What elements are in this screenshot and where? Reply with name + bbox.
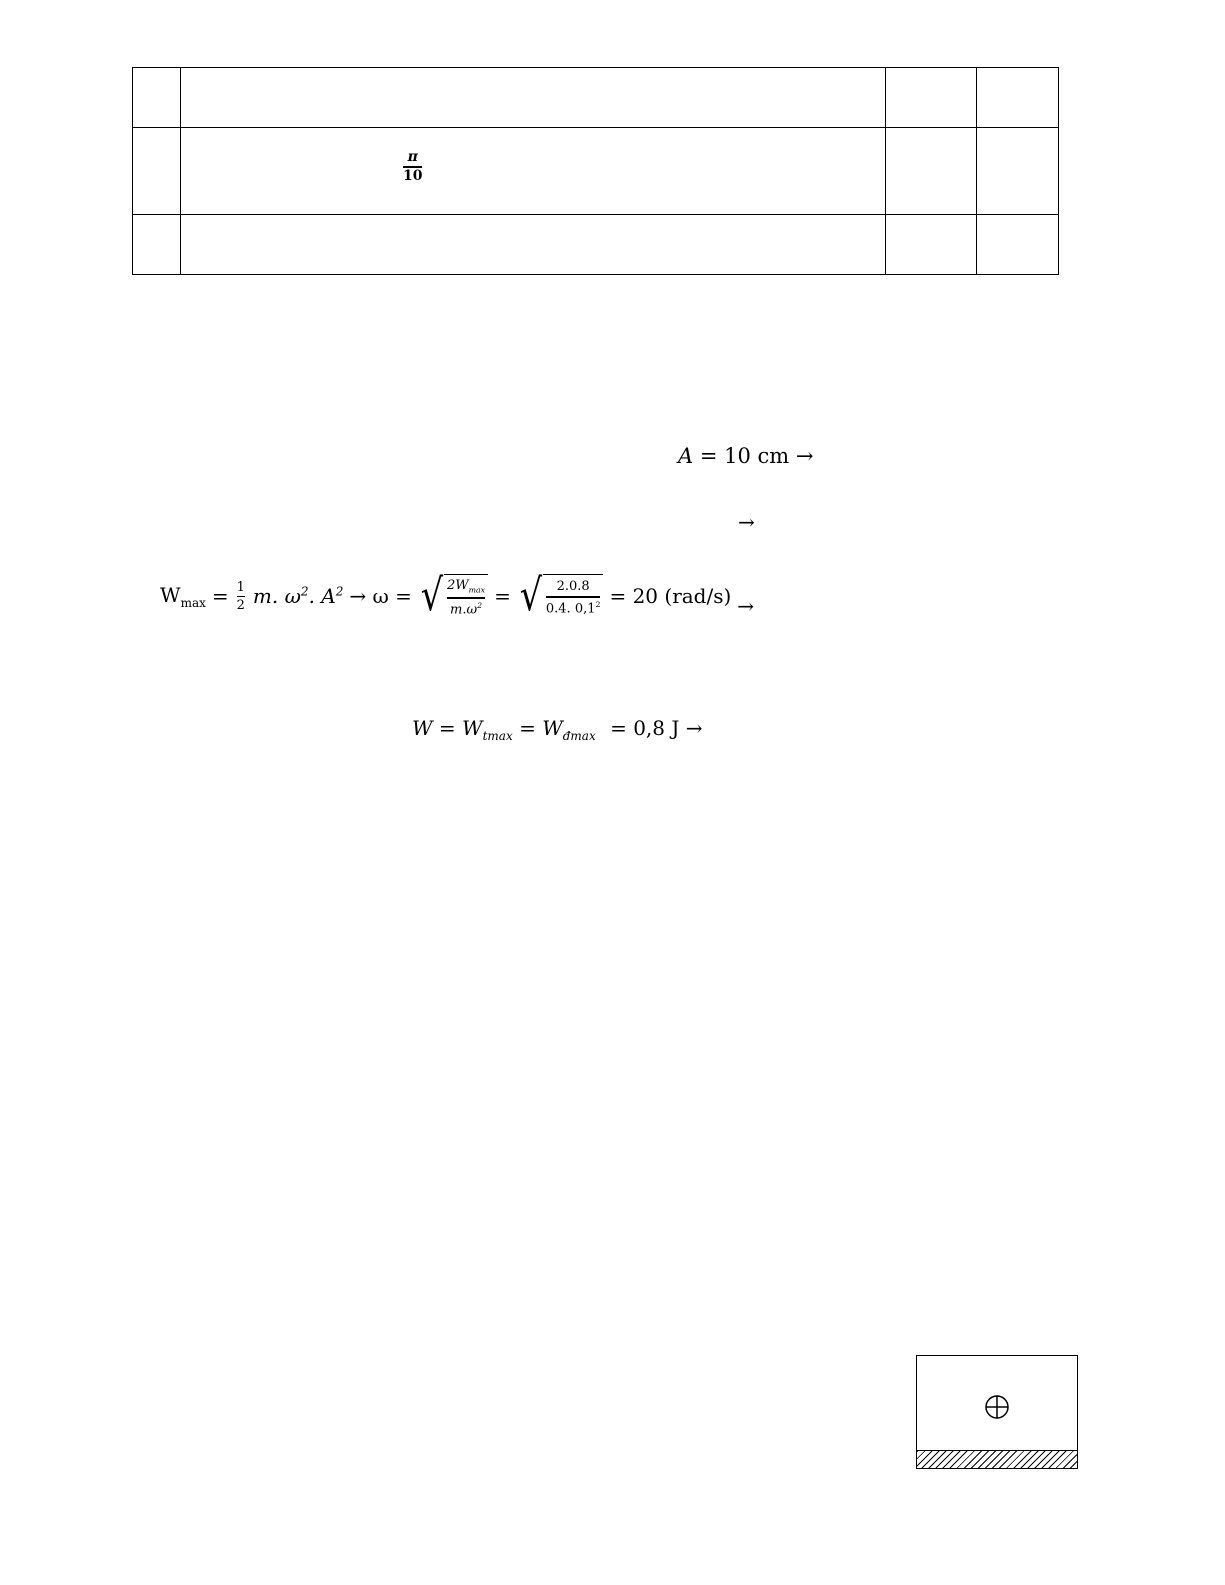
table-cell bbox=[181, 215, 886, 275]
sqrt-expression-1: √ $2W_{max}$ $m.\omega^2$ bbox=[418, 574, 488, 618]
table-cell bbox=[133, 128, 181, 215]
sqrt-expression-2: √ 2.0.8 0.4. $0,1^2$ bbox=[517, 574, 604, 618]
table-cell bbox=[133, 215, 181, 275]
table-cell bbox=[181, 128, 886, 215]
w-max-symbol: $W_{max}$ bbox=[160, 582, 206, 610]
w-dmax: = $W_{đmax}$ bbox=[519, 716, 596, 743]
table-cell bbox=[133, 68, 181, 128]
table-cell bbox=[977, 215, 1059, 275]
implies-omega: → ω = bbox=[349, 584, 412, 608]
hatched-ground bbox=[916, 1450, 1078, 1469]
fraction-denominator: 10 bbox=[403, 168, 423, 185]
amplitude-equation bbox=[678, 444, 813, 468]
table-cell bbox=[977, 128, 1059, 215]
table-cell bbox=[886, 68, 977, 128]
amplitude-value: = 10 cm → bbox=[699, 444, 814, 468]
table-cell bbox=[886, 128, 977, 215]
table-row bbox=[133, 128, 1059, 215]
answer-table bbox=[132, 67, 1059, 275]
arrow-symbol: → bbox=[738, 510, 755, 534]
w-tmax: = $W_{tmax}$ bbox=[438, 716, 513, 743]
arrow-symbol: → bbox=[737, 594, 755, 618]
w-symbol: W bbox=[412, 716, 433, 740]
table-row bbox=[133, 215, 1059, 275]
energy-equation bbox=[160, 570, 755, 621]
omega-result: = 20 (rad/s) bbox=[609, 584, 732, 608]
table-cell bbox=[181, 68, 886, 128]
figure-diagram bbox=[916, 1355, 1078, 1469]
table-cell bbox=[977, 68, 1059, 128]
equals-sign: = bbox=[494, 584, 511, 608]
equals-sign: = bbox=[211, 584, 229, 608]
amplitude-symbol: A bbox=[678, 444, 694, 468]
pi-fraction bbox=[403, 150, 422, 185]
table-row bbox=[133, 68, 1059, 128]
fraction-numerator: π bbox=[407, 149, 418, 165]
circle-plus-icon bbox=[984, 1394, 1010, 1420]
total-energy-equation bbox=[412, 716, 703, 743]
energy-result: = 0,8 J → bbox=[610, 716, 703, 740]
half-fraction: 1 2 bbox=[236, 579, 245, 613]
m-omega-term: m. $\omega^2$. $A^2$ bbox=[252, 584, 344, 608]
table-cell bbox=[886, 215, 977, 275]
